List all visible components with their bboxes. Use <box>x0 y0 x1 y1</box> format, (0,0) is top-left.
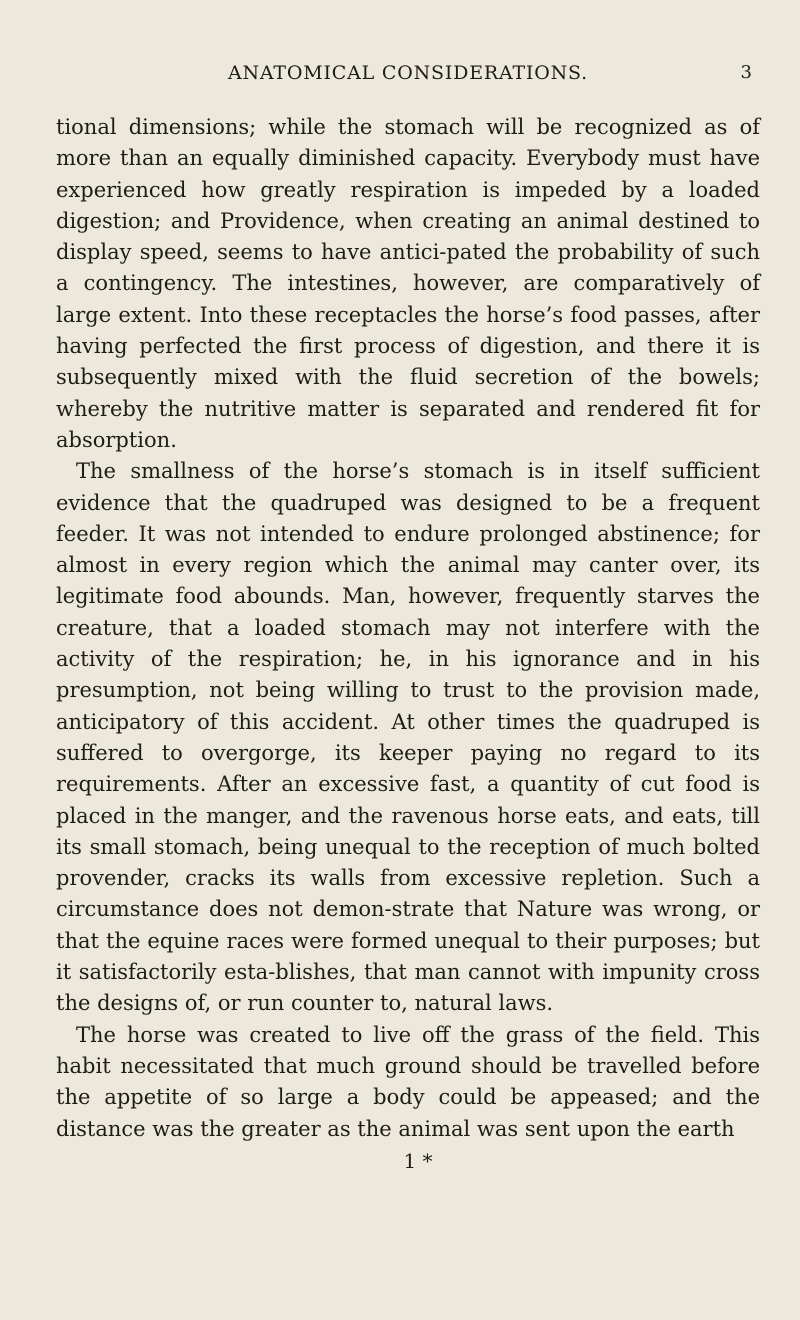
paragraph-grazing-habit: The horse was created to live off the grass of the field. This habit necessitated that much ground should be travelled before the appetite of so large a body could be appeased; and the distance was the greater as the animal was sent upon the earth <box>56 1022 760 1141</box>
paragraph-continuation: tional dimensions; while the stomach will be recognized as of more than an equally diminished capacity. Everybody must have experienced how greatly respiration is impeded by a loaded digestion; and Providence, when creating an animal destined to display speed, seems to have antici-pated the probability of such a contingency. The intestines, however, are comparatively of large extent. Into these receptacles the horse’s food passes, after having perfected the first process of digestion, and there it is subsequently mixed with the fluid secretion of the bowels; whereby the nutritive matter is separated and rendered fit for absorption. <box>56 115 760 452</box>
running-head-title: ANATOMICAL CONSIDERATIONS. <box>227 62 589 84</box>
running-head <box>56 62 760 94</box>
page-number: 3 <box>740 62 752 83</box>
signature-mark: 1 * <box>403 1148 433 1173</box>
body-text <box>56 112 760 1145</box>
paragraph-stomach-smallness: The smallness of the horse’s stomach is in itself sufficient evidence that the quadruped was designed to be a frequent feeder. It was not intended to endure prolonged abstinence; for almost in every region which the animal may canter over, its legitimate food abounds. Man, however, frequently starves the creature, that a loaded stomach may not interfere with the activity of the respiration; he, in his ignorance and in his presumption, not being willing to trust to the provision made, anticipatory of this accident. At other times the quadruped is suffered to overgorge, its keeper paying no regard to its requirements. After an excessive fast, a quantity of cut food is placed in the manger, and the ravenous horse eats, and eats, till its small stomach, being unequal to the reception of much bolted provender, cracks its walls from excessive repletion. Such a circumstance does not demon-strate that Nature was wrong, or that the equine races were formed unequal to their purposes; but it satisfactorily esta-blishes, that man cannot with impunity cross the designs of, or run counter to, natural laws. <box>56 459 760 1016</box>
